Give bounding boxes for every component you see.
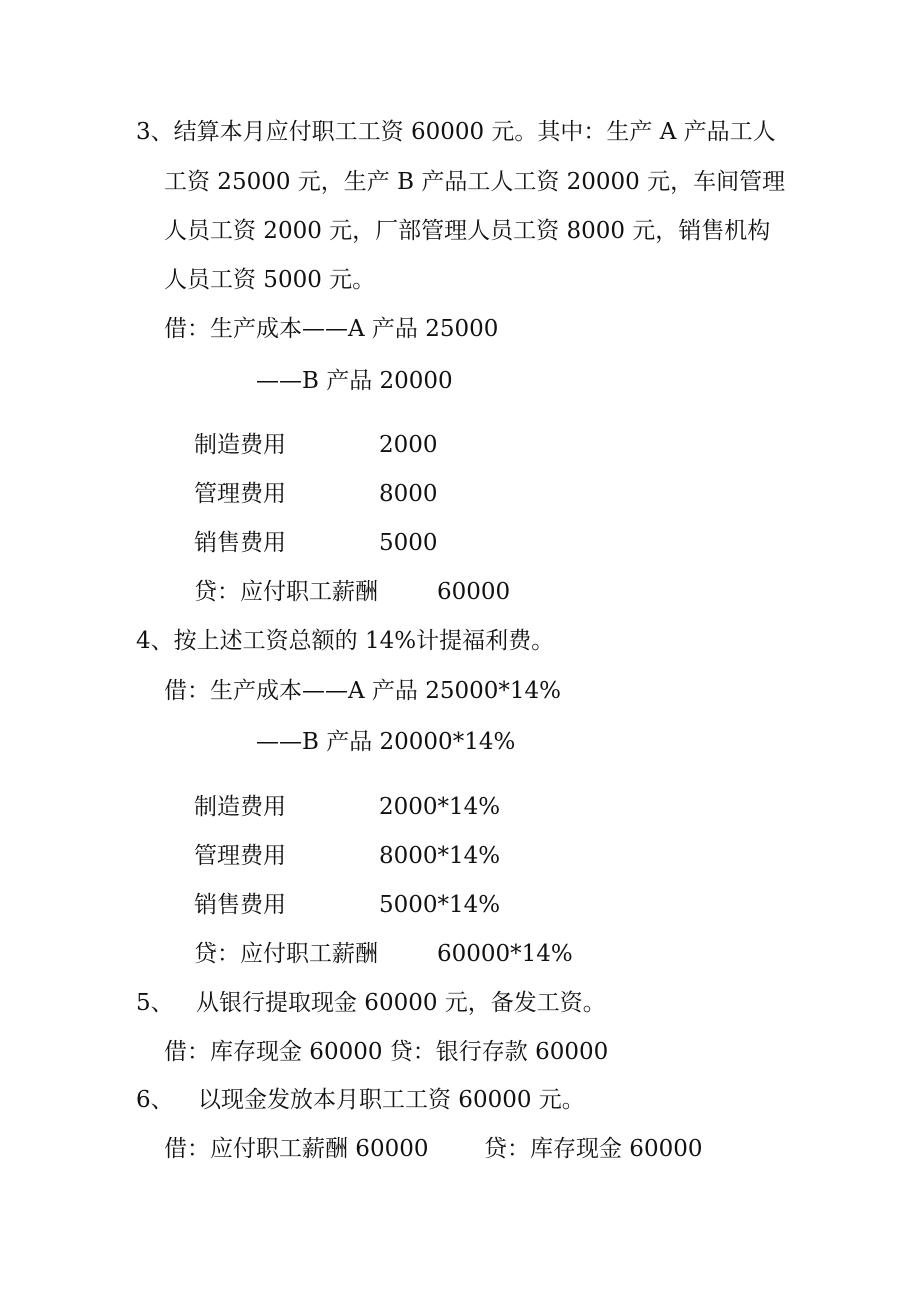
q4-title: 4、按上述工资总额的 14%计提福利费。	[136, 628, 555, 654]
q6-credit: 贷：库存现金 60000	[484, 1136, 703, 1162]
q3-row-value: 2000	[379, 432, 438, 458]
q6-debit: 借：应付职工薪酬 60000	[164, 1136, 429, 1162]
q4-row-value: 8000*14%	[379, 843, 501, 869]
q3-title-line-4: 人员工资 5000 元。	[164, 267, 376, 293]
q3-row-label: 销售费用	[194, 530, 286, 556]
q5-entry: 借：库存现金 60000 贷：银行存款 60000	[164, 1039, 609, 1065]
q4-credit-label: 贷：应付职工薪酬	[194, 941, 378, 967]
q3-row-value: 8000	[379, 481, 438, 507]
q3-row-value: 5000	[379, 530, 438, 556]
q4-row-label: 制造费用	[194, 794, 286, 820]
q4-credit-value: 60000*14%	[437, 941, 573, 967]
q3-title-line-3: 人员工资 2000 元，厂部管理人员工资 8000 元，销售机构	[164, 218, 771, 244]
q5-number: 5、	[136, 990, 174, 1016]
q3-title-line-1: 3、结算本月应付职工工资 60000 元。其中：生产 A 产品工人	[136, 119, 776, 145]
q3-debit-product-b: ——B 产品 20000	[256, 368, 453, 394]
q5-title: 从银行提取现金 60000 元，备发工资。	[196, 990, 606, 1016]
q4-row-value: 2000*14%	[379, 794, 501, 820]
q4-row-label: 管理费用	[194, 843, 286, 869]
q4-row-label: 销售费用	[194, 892, 286, 918]
q3-title-line-2: 工资 25000 元，生产 B 产品工人工资 20000 元，车间管理	[164, 169, 786, 195]
q3-debit-product-a: 借：生产成本——A 产品 25000	[164, 316, 499, 342]
q4-row-value: 5000*14%	[379, 892, 501, 918]
q4-debit-product-b: ——B 产品 20000*14%	[256, 729, 516, 755]
q3-credit-label: 贷：应付职工薪酬	[194, 579, 378, 605]
q3-row-label: 制造费用	[194, 432, 286, 458]
q6-number: 6、	[136, 1087, 174, 1113]
q3-row-label: 管理费用	[194, 481, 286, 507]
q4-debit-product-a: 借：生产成本——A 产品 25000*14%	[164, 678, 562, 704]
q6-title: 以现金发放本月职工工资 60000 元。	[198, 1087, 585, 1113]
q3-credit-value: 60000	[437, 579, 511, 605]
